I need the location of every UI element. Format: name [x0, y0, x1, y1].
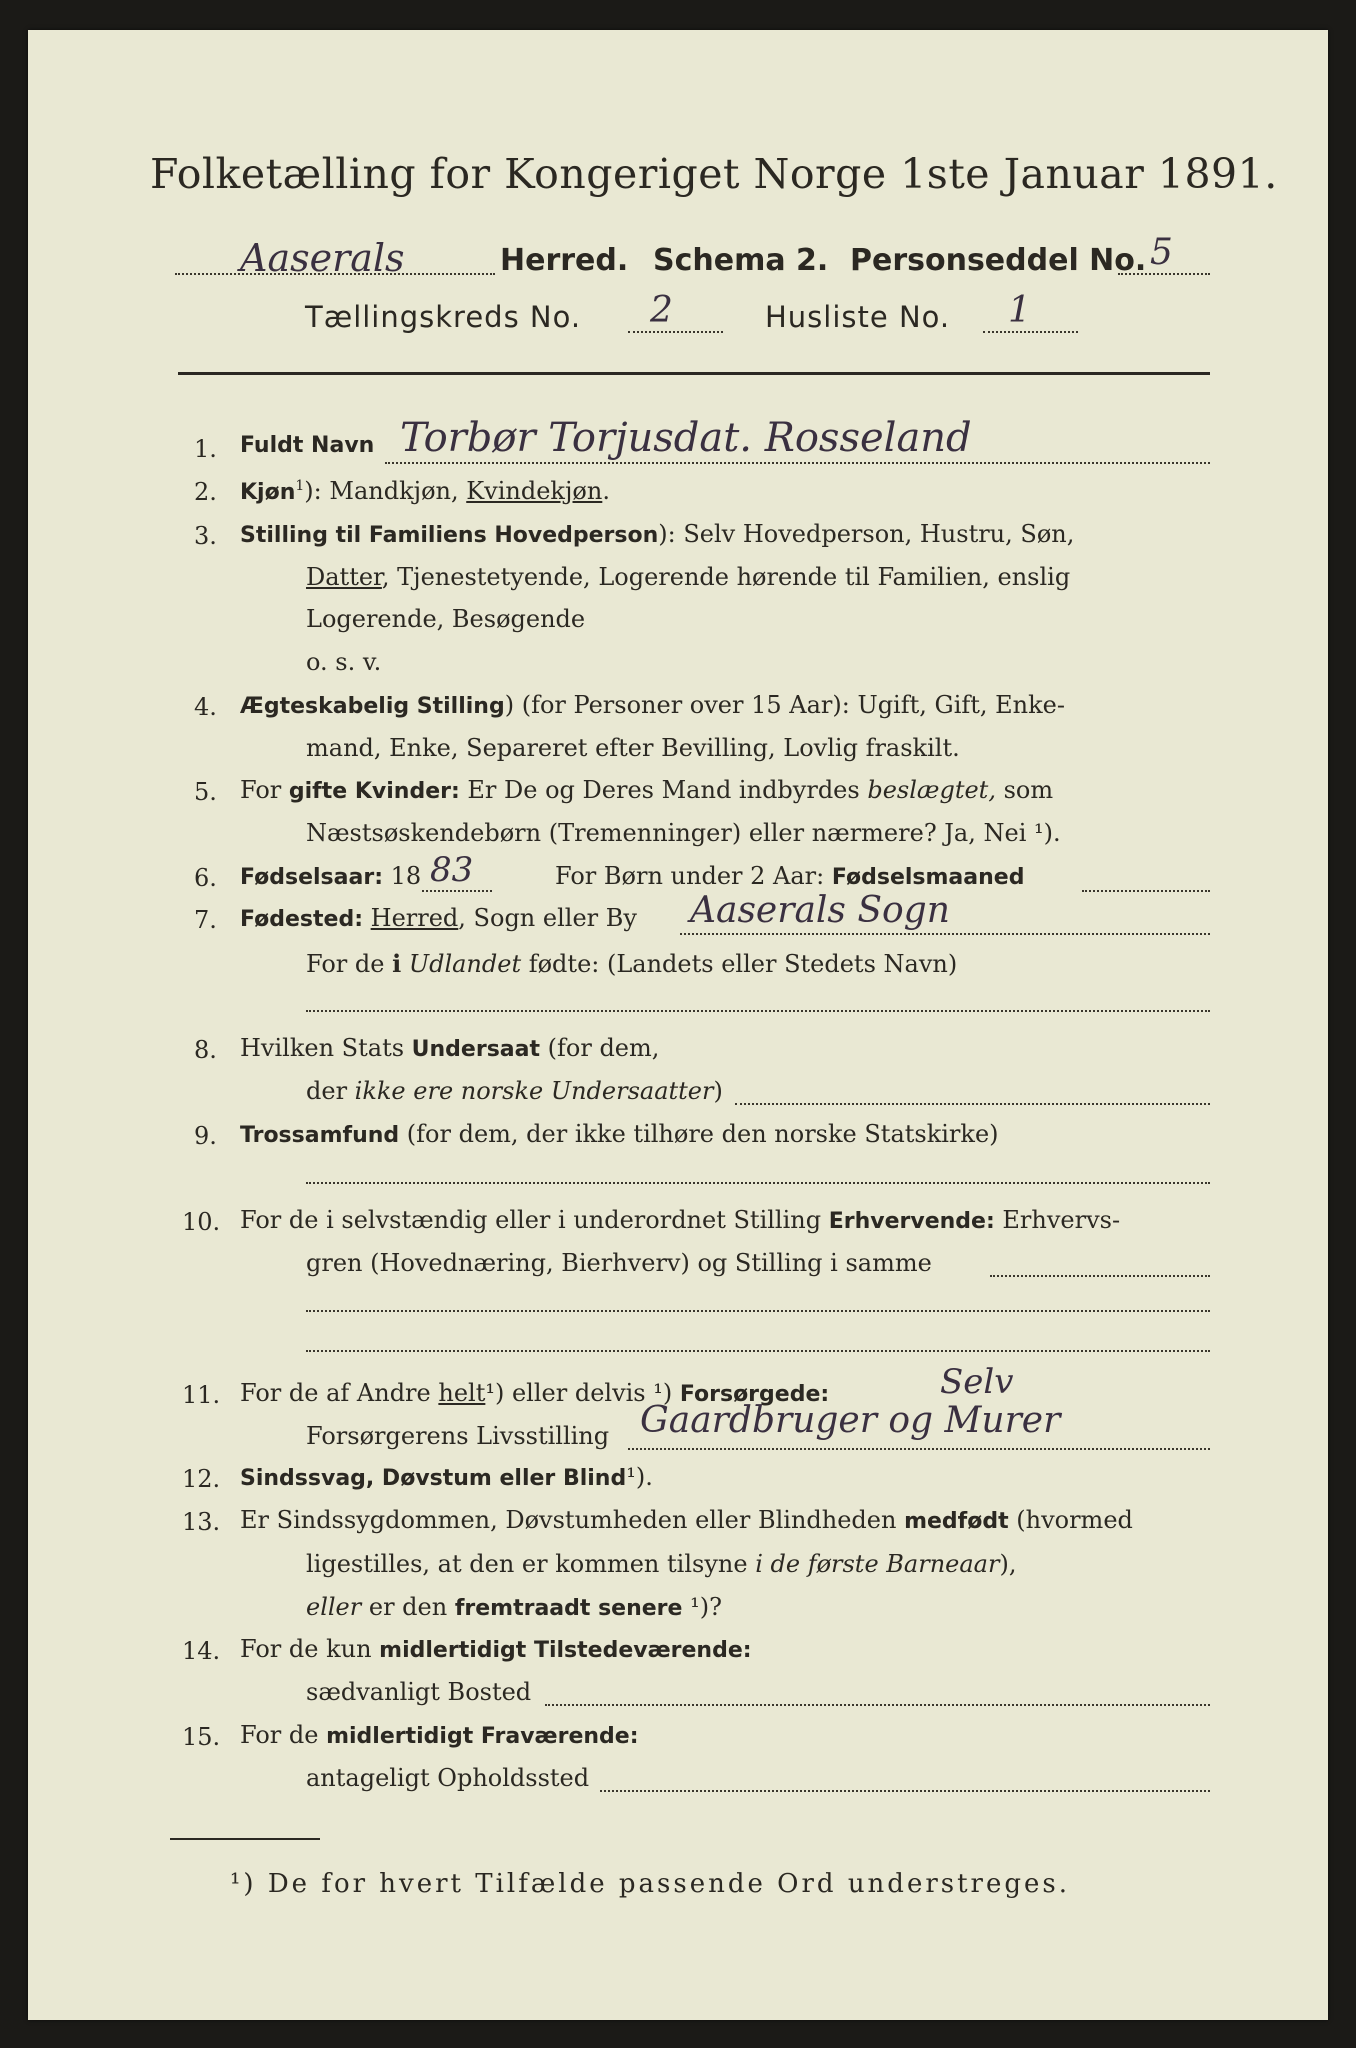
item13-number: 13. [182, 1508, 221, 1536]
item1-dotted-line [385, 462, 1210, 464]
item11-value1: Selv [940, 1362, 1014, 1402]
item2-line [240, 477, 610, 505]
item11-label: Forsørgede: [679, 1382, 830, 1407]
item3-datter: Datter [306, 563, 382, 591]
item8-label: Undersaat [411, 1037, 541, 1062]
item6-year-dotted-line [422, 890, 492, 892]
item9-dotted-line [306, 1182, 1210, 1184]
item10-dotted-line-2 [306, 1310, 1210, 1312]
item12-text: ¹). [626, 1463, 653, 1491]
husliste-dotted-line [983, 331, 1078, 333]
item2-text-c: . [602, 477, 610, 505]
item10-text-b: Erhvervs- [994, 1206, 1121, 1234]
taellingskreds-dotted-line [628, 331, 723, 333]
item5-line1 [240, 776, 1053, 804]
item13-line3 [306, 1593, 722, 1621]
item13-italic: i de første Barneaar [755, 1550, 1000, 1578]
item10-text-a: For de i selvstændig eller i underordnet Stilling [240, 1206, 829, 1234]
personseddel-dotted-line [1118, 273, 1210, 275]
item4-text1: ) (for Personer over 15 Aar): Ugift, Gift, Enke- [504, 691, 1065, 719]
item15-line1 [240, 1721, 639, 1749]
item2-sup: 1 [295, 478, 305, 494]
personseddel-value: 5 [1150, 232, 1173, 273]
item7-text-a: , Sogn eller By [458, 904, 637, 932]
item6-text-a: 18 [383, 862, 422, 890]
personseddel-label: Personseddel No. [850, 243, 1147, 278]
item10-dotted-line-3 [306, 1350, 1210, 1352]
item13-italic3: eller [306, 1593, 362, 1621]
item9-label: Trossamfund [240, 1123, 400, 1148]
item14-number: 14. [182, 1637, 221, 1665]
item2-number: 2. [194, 478, 217, 506]
taellingskreds-value: 2 [650, 290, 673, 331]
item7-dotted-line-2 [306, 1010, 1210, 1012]
item3-line1 [240, 520, 1074, 548]
item5-text-c: som [995, 776, 1054, 804]
item8-line1 [240, 1034, 659, 1062]
item7-dotted-line [680, 933, 1210, 935]
item11-helt: helt [438, 1379, 486, 1407]
item1-value: Torbør Torjusdat. Rosseland [400, 415, 972, 461]
item13-label3: fremtraadt senere [454, 1596, 683, 1621]
item10-line1 [240, 1206, 1120, 1234]
item6-label: Fødselsaar: [240, 865, 383, 890]
item6-line [240, 862, 421, 890]
item11-value2: Gaardbruger og Murer [640, 1400, 1061, 1441]
item6-value: 83 [430, 850, 474, 890]
item8-line2 [306, 1077, 723, 1105]
item14-text-a: For de kun [240, 1635, 380, 1663]
item15-number: 15. [182, 1723, 221, 1751]
item3-line2 [306, 563, 1070, 591]
item9-text: (for dem, der ikke tilhøre den norske Statskirke) [399, 1120, 999, 1148]
item3-line4: o. s. v. [306, 648, 382, 676]
item3-number: 3. [194, 522, 217, 550]
item8-italic: ikke ere norske Undersaatter [354, 1077, 714, 1105]
item12-label: Sindssvag, Døvstum eller Blind [240, 1466, 627, 1491]
schema-label: Schema 2. [653, 243, 829, 278]
herred-value: Aaserals [240, 236, 405, 280]
item3-label: Stilling til Familiens Hovedperson [240, 523, 659, 548]
item1-number: 1. [194, 435, 217, 463]
item4-number: 4. [194, 693, 217, 721]
item10-line2: gren (Hovednæring, Bierhverv) og Stilling i samme [306, 1249, 932, 1277]
item2-label: Kjøn [240, 480, 296, 505]
item7-text2b: fødte: (Landets eller Stedets Navn) [521, 950, 958, 978]
item2-text-a: ): Mandkjøn, [304, 477, 467, 505]
item13-line1 [240, 1506, 1133, 1534]
item10-label: Erhvervende: [828, 1209, 995, 1234]
footnote: ¹) De for hvert Tilfælde passende Ord understreges. [230, 1869, 1071, 1899]
item14-label: midlertidigt Tilstedeværende: [379, 1638, 752, 1663]
item9-line [240, 1120, 999, 1148]
item10-dotted-line [990, 1275, 1210, 1277]
item14-dotted-line [545, 1704, 1210, 1706]
item6-label2: Fødselsmaaned [831, 865, 1025, 890]
item7-line1 [240, 904, 637, 932]
item13-text3b: ¹)? [682, 1593, 722, 1621]
item4-line2: mand, Enke, Separeret efter Bevilling, Lovlig fraskilt. [306, 734, 960, 762]
item3-text2: , Tjenestetyende, Logerende hørende til Familien, enslig [381, 563, 1071, 591]
item5-label: gifte Kvinder: [288, 779, 460, 804]
item5-text-a: For [240, 776, 289, 804]
header-rule [178, 372, 1210, 375]
item6-dotted-line [1082, 890, 1210, 892]
form-title: Folketælling for Kongeriget Norge 1ste Januar 1891. [150, 150, 1278, 198]
item8-number: 8. [194, 1036, 217, 1064]
census-form-page [28, 30, 1328, 2020]
item4-label: Ægteskabelig Stilling [240, 694, 505, 719]
item11-line2: Forsørgerens Livsstilling [306, 1422, 610, 1450]
item13-text2b: ), [999, 1550, 1017, 1578]
item5-italic: beslægtet, [867, 776, 996, 804]
item8-dotted-line [735, 1103, 1210, 1105]
item15-label: midlertidigt Fraværende: [326, 1724, 639, 1749]
item5-number: 5. [194, 778, 217, 806]
item14-line2: sædvanligt Bosted [306, 1678, 532, 1706]
item13-line2 [306, 1550, 1016, 1578]
item6-number: 6. [194, 864, 217, 892]
item11-text-a: For de af Andre [240, 1379, 439, 1407]
item5-line2: Næstsøskendebørn (Tremenninger) eller nærmere? Ja, Nei ¹). [306, 819, 1061, 847]
footnote-rule [170, 1838, 320, 1840]
item8-text-b: (for dem, [540, 1034, 660, 1062]
item13-text3a: er den [361, 1593, 455, 1621]
item12-number: 12. [182, 1465, 221, 1493]
herred-label: Herred. [500, 243, 629, 278]
item7-value: Aaserals Sogn [690, 890, 950, 931]
item8-text-a: Hvilken Stats [240, 1034, 412, 1062]
item5-text-b: Er De og Deres Mand indbyrdes [459, 776, 868, 804]
item7-text2a: For de [306, 950, 393, 978]
item7-herred: Herred [370, 904, 459, 932]
item13-text2a: ligestilles, at den er kommen tilsyne [306, 1550, 756, 1578]
item2-kvindekjon: Kvindekjøn [466, 477, 603, 505]
item11-text-b: ¹) eller delvis ¹) [485, 1379, 680, 1407]
item4-line1 [240, 691, 1065, 719]
item8-text2a: der [306, 1077, 355, 1105]
item1-label: Fuldt Navn [240, 433, 375, 458]
item12-line [240, 1463, 653, 1491]
item15-dotted-line [600, 1790, 1210, 1792]
item9-number: 9. [194, 1122, 217, 1150]
item13-text-b: (hvormed [1008, 1506, 1133, 1534]
item8-text2b: ) [713, 1077, 723, 1105]
item7-italic: Udlandet [401, 950, 522, 978]
item11-dotted-line [628, 1448, 1210, 1450]
item14-line1 [240, 1635, 752, 1663]
taellingskreds-label: Tællingskreds No. [305, 300, 582, 334]
item11-number: 11. [182, 1381, 221, 1409]
item10-number: 10. [182, 1208, 221, 1236]
item6-line-b [555, 862, 1024, 890]
item15-text-a: For de [240, 1721, 327, 1749]
item7-b2: i [392, 949, 402, 978]
item6-text-b: For Børn under 2 Aar: [555, 862, 832, 890]
item7-number: 7. [194, 906, 217, 934]
item13-text-a: Er Sindssygdommen, Døvstumheden eller Blindheden [240, 1506, 905, 1534]
husliste-value: 1 [1008, 290, 1031, 331]
item7-line2 [306, 949, 957, 978]
item13-label: medfødt [904, 1509, 1009, 1534]
item3-line3: Logerende, Besøgende [306, 605, 586, 633]
item15-line2: antageligt Opholdssted [306, 1764, 590, 1792]
husliste-label: Husliste No. [765, 300, 951, 334]
item7-label: Fødested: [240, 907, 363, 932]
item3-text1: ): Selv Hovedperson, Hustru, Søn, [658, 520, 1075, 548]
